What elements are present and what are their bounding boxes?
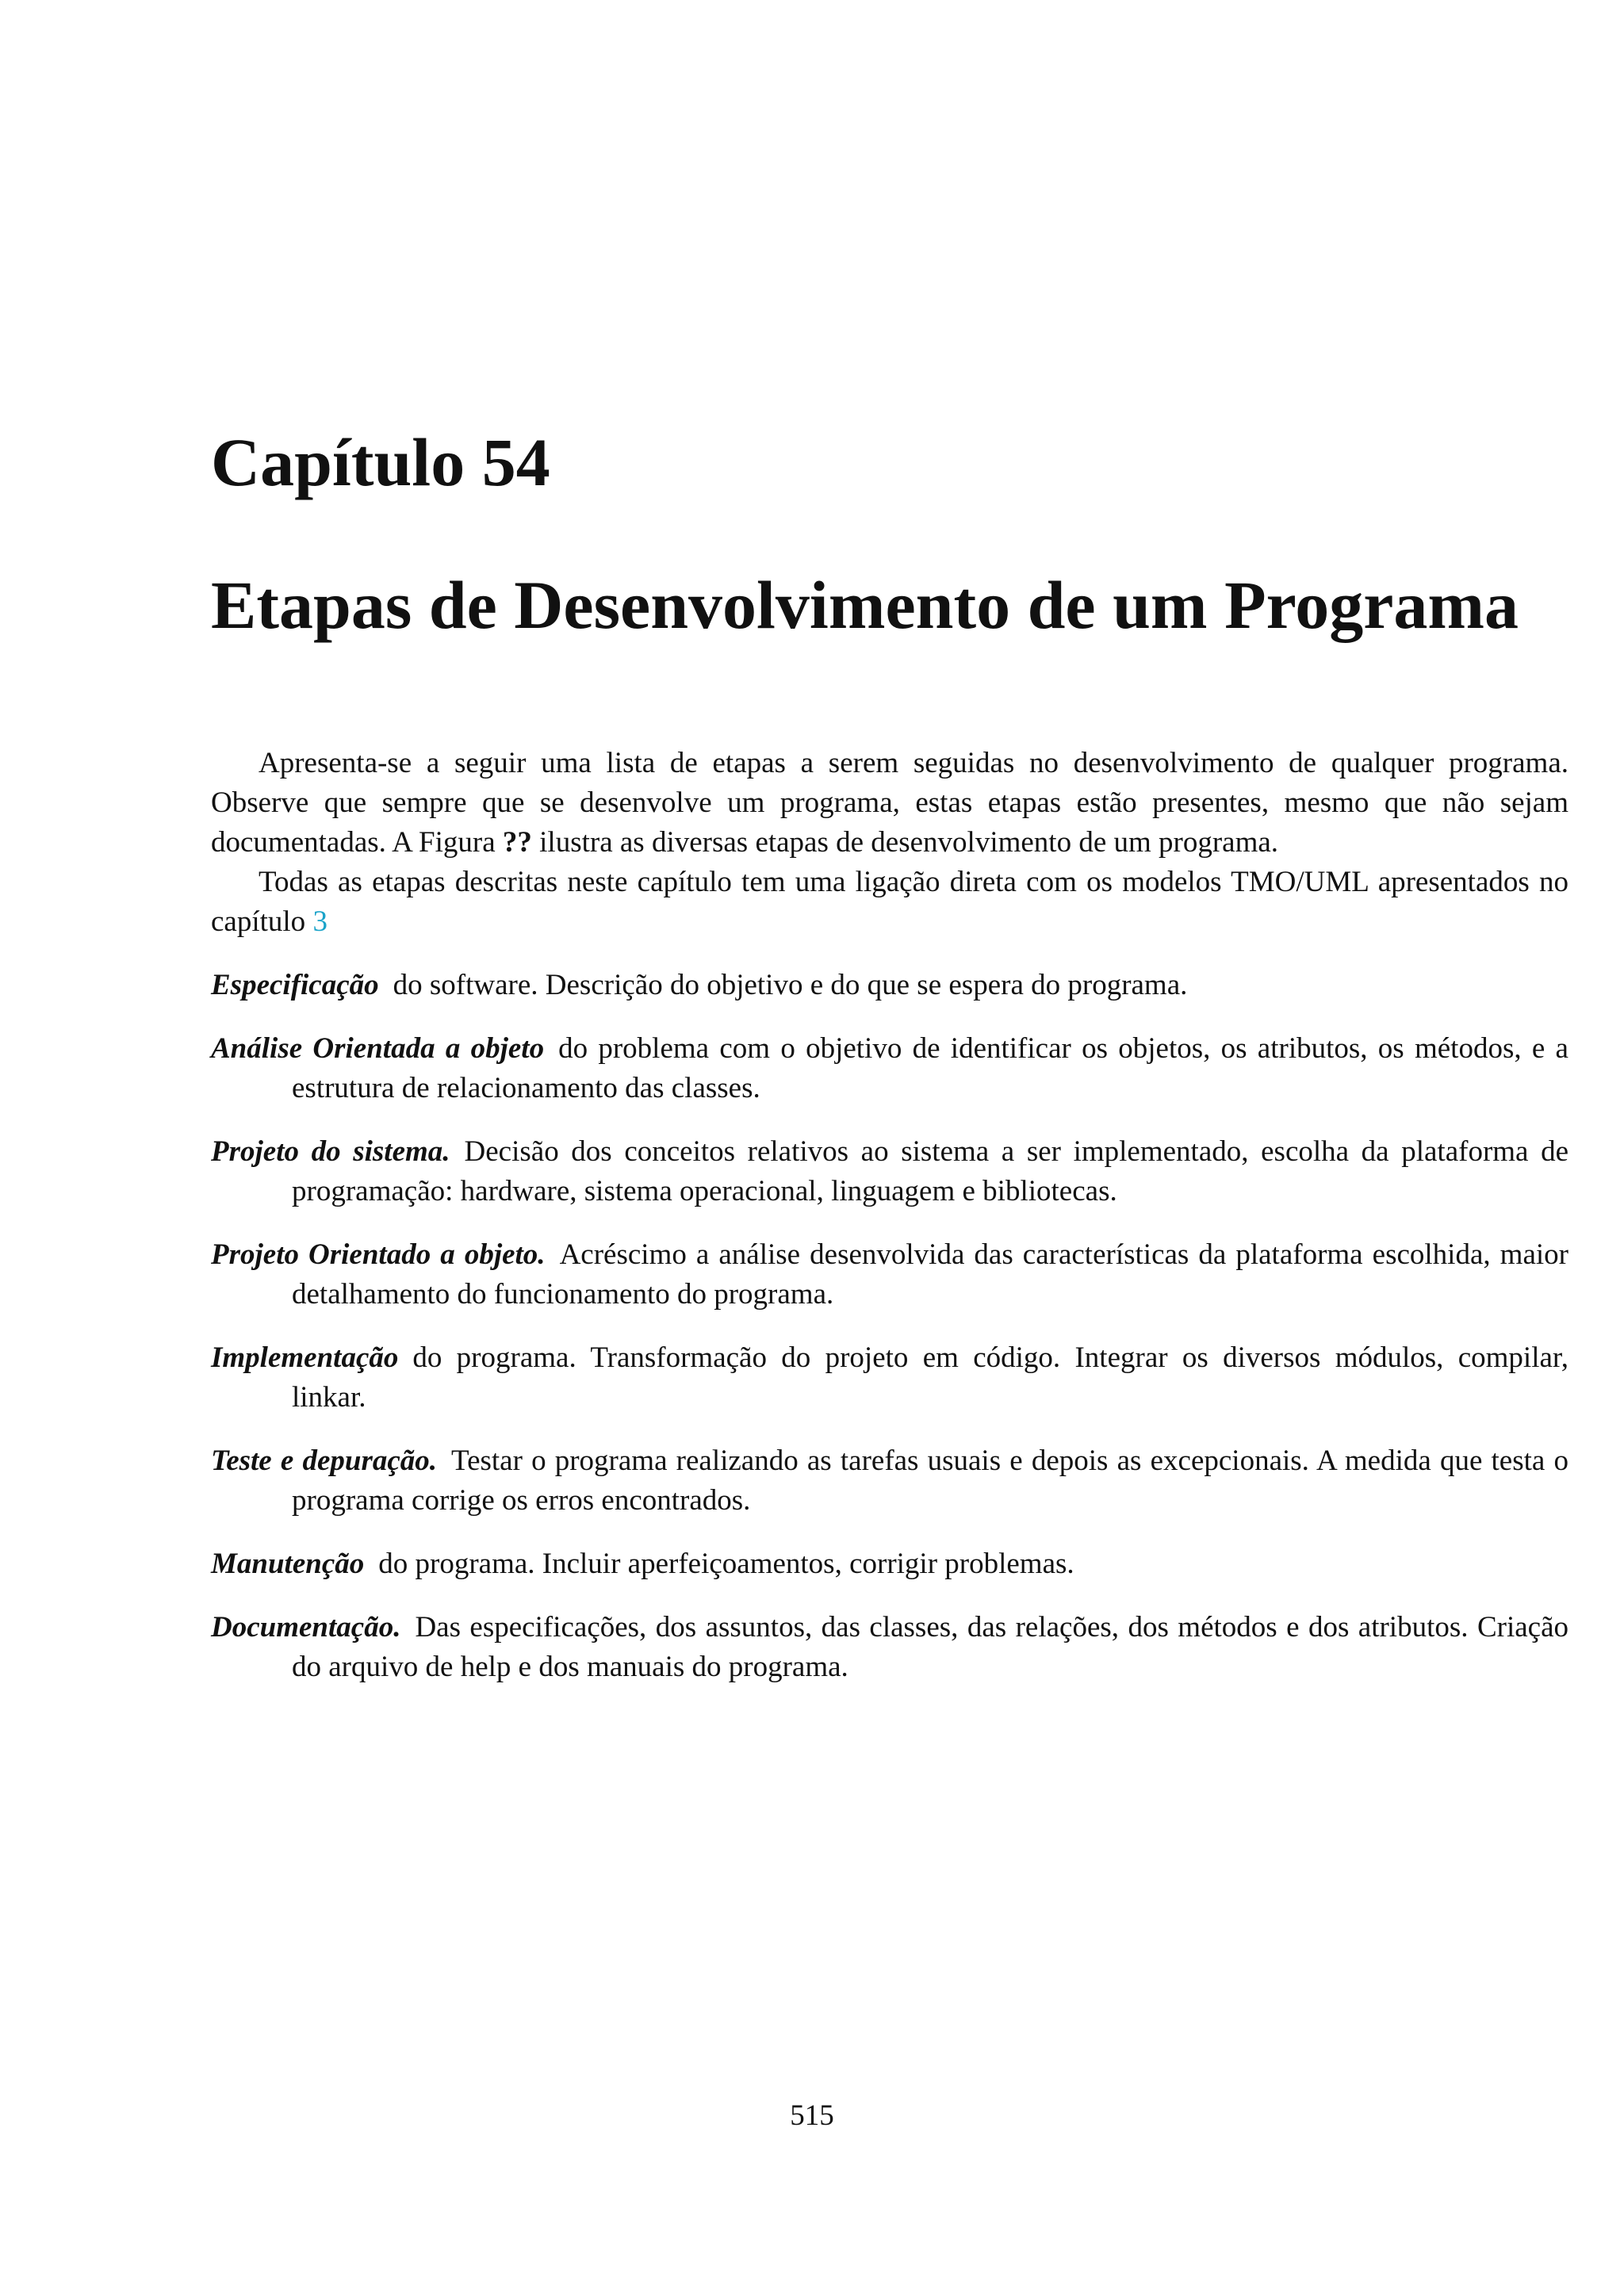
list-item bbox=[211, 1132, 1568, 1211]
list-item bbox=[211, 1338, 1568, 1418]
list-item bbox=[211, 1235, 1568, 1314]
step-term: Implementação bbox=[211, 1341, 399, 1374]
steps-list bbox=[211, 966, 1568, 1687]
figure-reference[interactable]: ?? bbox=[502, 826, 532, 859]
list-item bbox=[211, 1029, 1568, 1108]
chapter-label: Capítulo 54 bbox=[211, 424, 550, 500]
step-term: Manutenção bbox=[211, 1548, 365, 1580]
chapter-body bbox=[211, 744, 1568, 1711]
step-description: Acréscimo a análise desenvolvida das características da plataforma escolhida, maior detalhamento do funcionamento do programa. bbox=[292, 1238, 1568, 1311]
step-term: Projeto Orientado a objeto. bbox=[211, 1238, 546, 1271]
intro-paragraph-2 bbox=[211, 863, 1568, 942]
step-description: do programa. Transformação do projeto em código. Integrar os diversos módulos, compilar, linkar. bbox=[292, 1341, 1568, 1414]
step-description: do problema com o objetivo de identificar os objetos, os atributos, os métodos, e a estrutura de relacionamento das classes. bbox=[292, 1032, 1568, 1104]
step-term: Documentação. bbox=[211, 1611, 401, 1644]
list-item bbox=[211, 1441, 1568, 1521]
step-description: do programa. Incluir aperfeiçoamentos, corrigir problemas. bbox=[378, 1548, 1074, 1580]
step-term: Análise Orientada a objeto bbox=[211, 1032, 545, 1065]
chapter-link[interactable]: 3 bbox=[312, 905, 327, 938]
step-term: Teste e depuração. bbox=[211, 1445, 438, 1477]
list-item bbox=[211, 1608, 1568, 1687]
step-description: Decisão dos conceitos relativos ao sistema a ser implementado, escolha da plataforma de programação: hardware, sistema operacional, linguagem e bibliotecas. bbox=[292, 1135, 1569, 1207]
intro-paragraph-1-text: Apresenta-se a seguir uma lista de etapas a serem seguidas no desenvolvimento de qualquer programa. Observe que sempre que se desenvolve um programa, estas etapas estão presentes, mesmo que não sejam documentadas. A Figura bbox=[211, 747, 1568, 859]
step-term: Especificação bbox=[211, 969, 379, 1001]
intro-paragraph-1 bbox=[211, 744, 1568, 863]
step-term: Projeto do sistema. bbox=[211, 1135, 450, 1168]
step-description: Das especificações, dos assuntos, das classes, das relações, dos métodos e dos atributos. Criação do arquivo de help e dos manuais do programa. bbox=[292, 1611, 1568, 1683]
list-item bbox=[211, 1544, 1568, 1584]
step-description: do software. Descrição do objetivo e do que se espera do programa. bbox=[393, 969, 1188, 1001]
page-number: 515 bbox=[790, 2099, 834, 2132]
step-description: Testar o programa realizando as tarefas usuais e depois as excepcionais. A medida que testa o programa corrige os erros encontrados. bbox=[292, 1445, 1568, 1517]
intro-paragraph-2-text: Todas as etapas descritas neste capítulo tem uma ligação direta com os modelos TMO/UML apresentados no capítulo bbox=[211, 866, 1568, 938]
list-item bbox=[211, 966, 1568, 1005]
chapter-title: Etapas de Desenvolvimento de um Programa bbox=[211, 567, 1519, 643]
intro-paragraph-1-tail: ilustra as diversas etapas de desenvolvimento de um programa. bbox=[531, 826, 1279, 859]
